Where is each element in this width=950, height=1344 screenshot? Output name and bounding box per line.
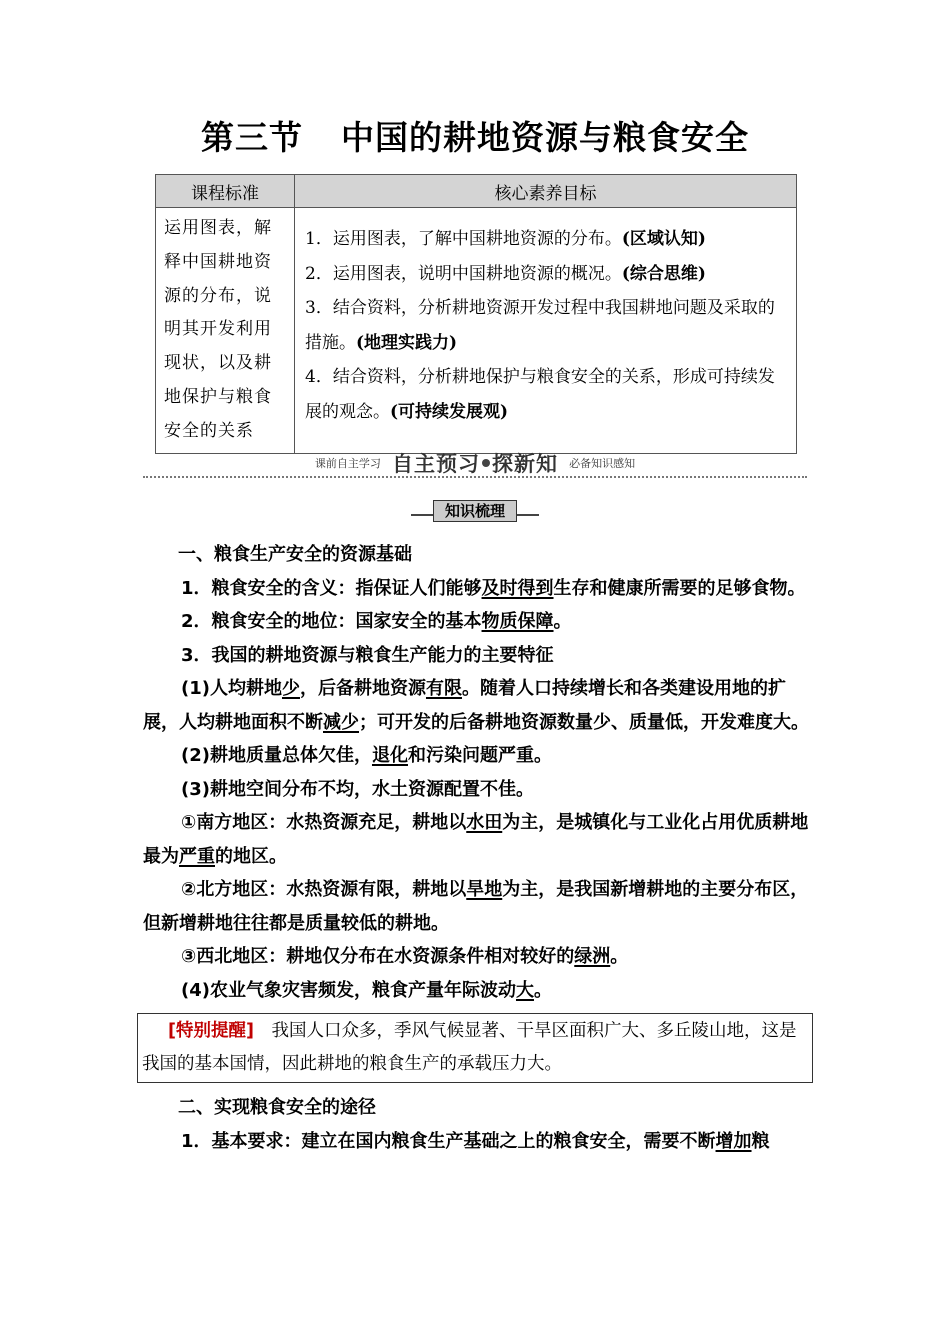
heading-1: 一、粮食生产安全的资源基础 (178, 544, 412, 565)
banner-dot-icon (482, 459, 490, 467)
banner-title-left: 自主预习 (392, 452, 480, 476)
paragraph: (3)耕地空间分布不均，水土资源配置不佳。 (181, 778, 534, 800)
paragraph: 2．粮食安全的地位：国家安全的基本物质保障。 (181, 611, 572, 632)
header-core-literacy: 核心素养目标 (295, 175, 797, 208)
goal-item: 3．结合资料，分析耕地资源开发过程中我国耕地问题及采取的措施。(地理实践力) (305, 298, 775, 353)
knowledge-tag-label: 知识梳理 (433, 500, 517, 522)
goal-item: 1．运用图表，了解中国耕地资源的分布。(区域认知) (305, 229, 706, 249)
paragraph: 1．基本要求：建立在国内粮食生产基础之上的粮食安全，需要不断增加粮 (181, 1130, 770, 1152)
core-literacy-cell (295, 208, 797, 454)
section-title: 中国的耕地资源与粮食安全 (341, 118, 749, 157)
section-banner (143, 447, 807, 479)
banner-right-caption: 必备知识感知 (569, 457, 636, 470)
goal-item: 4．结合资料，分析耕地保护与粮食安全的关系，形成可持续发展的观念。(可持续发展观) (305, 367, 775, 422)
special-reminder-text: 我国人口众多，季风气候显著、干旱区面积广大、多丘陵山地，这是我国的基本国情，因此耕地的粮食生产的承载压力大。 (142, 1021, 797, 1074)
paragraph: 1．粮食安全的含义：指保证人们能够及时得到生存和健康所需要的足够食物。 (181, 577, 806, 599)
paragraph: (1)人均耕地少，后备耕地资源有限。随着人口持续增长和各类建设用地的扩展，人均耕地面积不断减少；可开发的后备耕地资源数量少、质量低，开发难度大。 (143, 678, 809, 733)
course-standard-cell: 运用图表，解释中国耕地资源的分布，说明其开发利用现状，以及耕地保护与粮食安全的关系 (156, 208, 295, 454)
paragraph: ②北方地区：水热资源有限，耕地以旱地为主，是我国新增耕地的主要分布区，但新增耕地往往都是质量较低的耕地。 (143, 879, 809, 934)
special-reminder-box (137, 1013, 813, 1083)
header-course-standard: 课程标准 (156, 175, 295, 208)
heading-2: 二、实现粮食安全的途径 (178, 1097, 376, 1118)
paragraph: (2)耕地质量总体欠佳，退化和污染问题严重。 (181, 745, 552, 766)
knowledge-tag (411, 500, 539, 522)
page-title (0, 112, 950, 159)
section-number: 第三节 (201, 118, 303, 157)
paragraph: 3．我国的耕地资源与粮食生产能力的主要特征 (181, 644, 554, 666)
paragraph: ③西北地区：耕地仅分布在水资源条件相对较好的绿洲。 (181, 946, 629, 967)
special-reminder-label: [特别提醒] (168, 1021, 254, 1041)
paragraph: (4)农业气象灾害频发，粮食产量年际波动大。 (181, 979, 552, 1001)
banner-left-caption: 课前自主学习 (314, 457, 381, 470)
standards-table (155, 174, 797, 454)
paragraph: ①南方地区：水热资源充足，耕地以水田为主，是城镇化与工业化占用优质耕地最为严重的地区。 (143, 812, 809, 867)
banner-title-right: 探新知 (492, 452, 558, 476)
goal-item: 2．运用图表，说明中国耕地资源的概况。(综合思维) (305, 263, 706, 284)
content-body (143, 538, 811, 1158)
